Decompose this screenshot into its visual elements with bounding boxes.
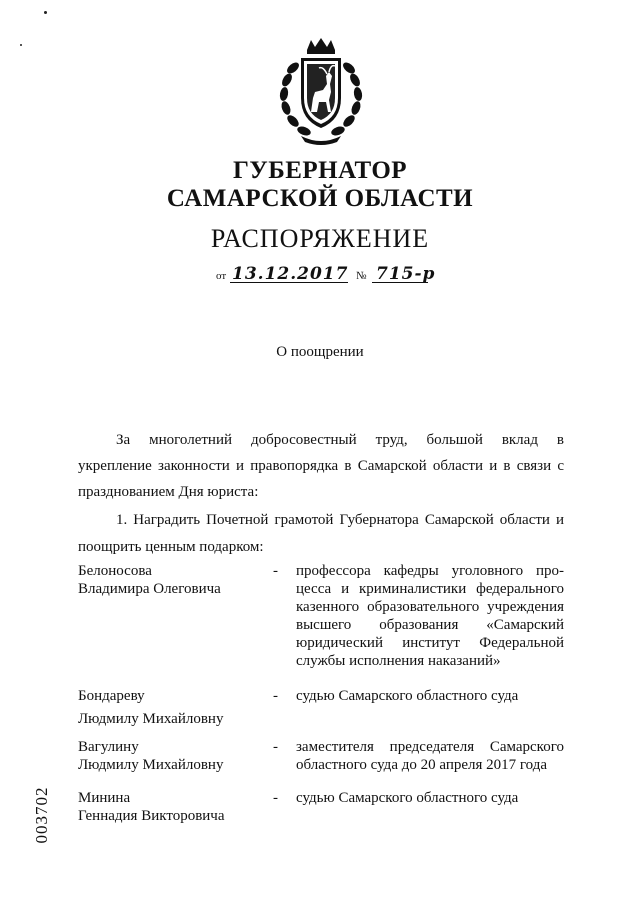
awardee-row xyxy=(78,562,564,674)
awardee-position: профессора кафедры уголовного про-цесса и криминалистики федерального казенного образовательного учреждения высшего образования «Самарский юридический институт Федеральной службы исполнения наказаний» xyxy=(296,563,564,669)
awardee-given-names: Геннадия Викторовича xyxy=(78,808,225,824)
awardee-position: заместителя председателя Самарского областного суда до 20 апреля 2017 года xyxy=(296,739,564,773)
scan-speck xyxy=(44,11,47,14)
awardee-surname: Белоносова xyxy=(78,563,152,579)
document-number: 715-р xyxy=(376,264,436,284)
awardee-surname: Бондареву xyxy=(78,688,145,704)
preamble-line1: За многолетний добросовестный труд, большой вклад в xyxy=(116,432,564,448)
document-type: РАСПОРЯЖЕНИЕ xyxy=(210,224,430,253)
awardee-row xyxy=(78,687,564,727)
item1-line1: 1. Наградить Почетной грамотой Губернатора Самарской области и xyxy=(116,512,564,528)
document-date: 13.12.2017 xyxy=(232,264,349,284)
header-title-line2: САМАРСКОЙ ОБЛАСТИ xyxy=(166,185,474,212)
awardee-name xyxy=(78,789,268,825)
awardee-row xyxy=(78,789,564,829)
number-label: № xyxy=(356,270,367,282)
coat-of-arms-icon xyxy=(271,38,371,146)
awardee-surname: Минина xyxy=(78,790,131,806)
awardee-position: судью Самарского областного суда xyxy=(296,790,519,806)
side-stamp xyxy=(22,770,62,860)
awardee-name xyxy=(78,738,268,774)
awardee-surname: Вагулину xyxy=(78,739,139,755)
awardee-name xyxy=(78,687,268,728)
awardee-given-names: Людмилу Михайловну xyxy=(78,711,224,727)
item1-line2: поощрить ценным подарком: xyxy=(78,539,264,555)
awardee-given-names: Владимира Олеговича xyxy=(78,581,221,597)
preamble-line3: празднованием Дня юриста: xyxy=(78,484,259,500)
side-stamp-number: 003702 xyxy=(32,786,51,844)
preamble-line2: укрепление законности и правопорядка в Самарской области и в связи с xyxy=(78,458,564,474)
document-date-number xyxy=(216,262,476,286)
document-subject: О поощрении xyxy=(276,344,364,360)
date-from-label: от xyxy=(216,270,227,282)
scan-speck xyxy=(20,44,22,46)
awardee-name xyxy=(78,562,268,598)
awardee-dash: - xyxy=(273,688,278,704)
awardee-dash: - xyxy=(273,739,278,755)
header-title-line1: ГУБЕРНАТОР xyxy=(232,157,408,184)
awardee-dash: - xyxy=(273,563,278,579)
awardee-given-names: Людмилу Михайловну xyxy=(78,757,224,773)
awardee-position: судью Самарского областного суда xyxy=(296,688,519,704)
awardee-dash: - xyxy=(273,790,278,806)
awardee-row xyxy=(78,738,564,778)
